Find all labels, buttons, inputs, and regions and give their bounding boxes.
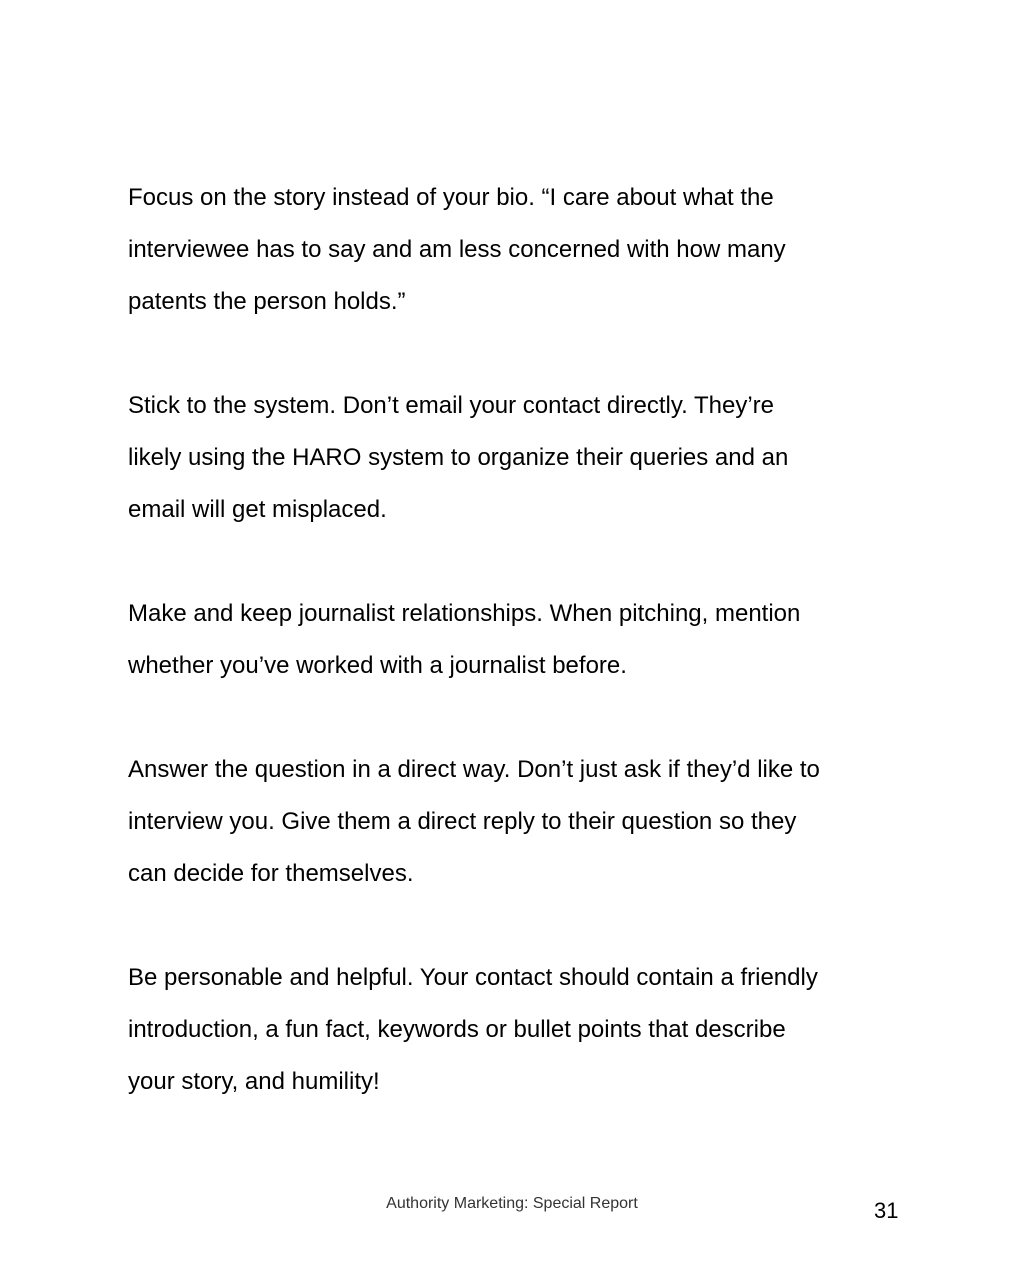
paragraph-line: whether you’ve worked with a journalist before.: [128, 652, 627, 679]
paragraph-line: likely using the HARO system to organize their queries and an: [128, 444, 789, 471]
page-footer: Authority Marketing: Special Report: [386, 1195, 638, 1212]
paragraph-line: Stick to the system. Don’t email your contact directly. They’re: [128, 392, 775, 419]
paragraph-line: can decide for themselves.: [128, 860, 414, 887]
paragraph-stick-to-system: [128, 380, 918, 536]
page-number: 31: [874, 1198, 899, 1223]
paragraph-line: Answer the question in a direct way. Don’t just ask if they’d like to: [128, 756, 820, 783]
paragraph-line: Be personable and helpful. Your contact should contain a friendly: [128, 964, 818, 991]
paragraph-line: email will get misplaced.: [128, 496, 387, 523]
paragraph-focus-on-story: [128, 172, 918, 328]
paragraph-line: interview you. Give them a direct reply to their question so they: [128, 808, 797, 835]
paragraph-line: patents the person holds.”: [128, 288, 406, 315]
paragraph-journalist-relationships: [128, 588, 918, 692]
paragraph-answer-directly: [128, 744, 918, 900]
paragraph-be-personable: [128, 952, 918, 1108]
paragraph-line: introduction, a fun fact, keywords or bullet points that describe: [128, 1016, 786, 1043]
paragraph-line: your story, and humility!: [128, 1068, 380, 1095]
paragraph-line: Focus on the story instead of your bio. “I care about what the: [128, 184, 774, 211]
paragraph-line: Make and keep journalist relationships. When pitching, mention: [128, 600, 801, 627]
document-body: [128, 172, 918, 1160]
paragraph-line: interviewee has to say and am less concerned with how many: [128, 236, 786, 263]
